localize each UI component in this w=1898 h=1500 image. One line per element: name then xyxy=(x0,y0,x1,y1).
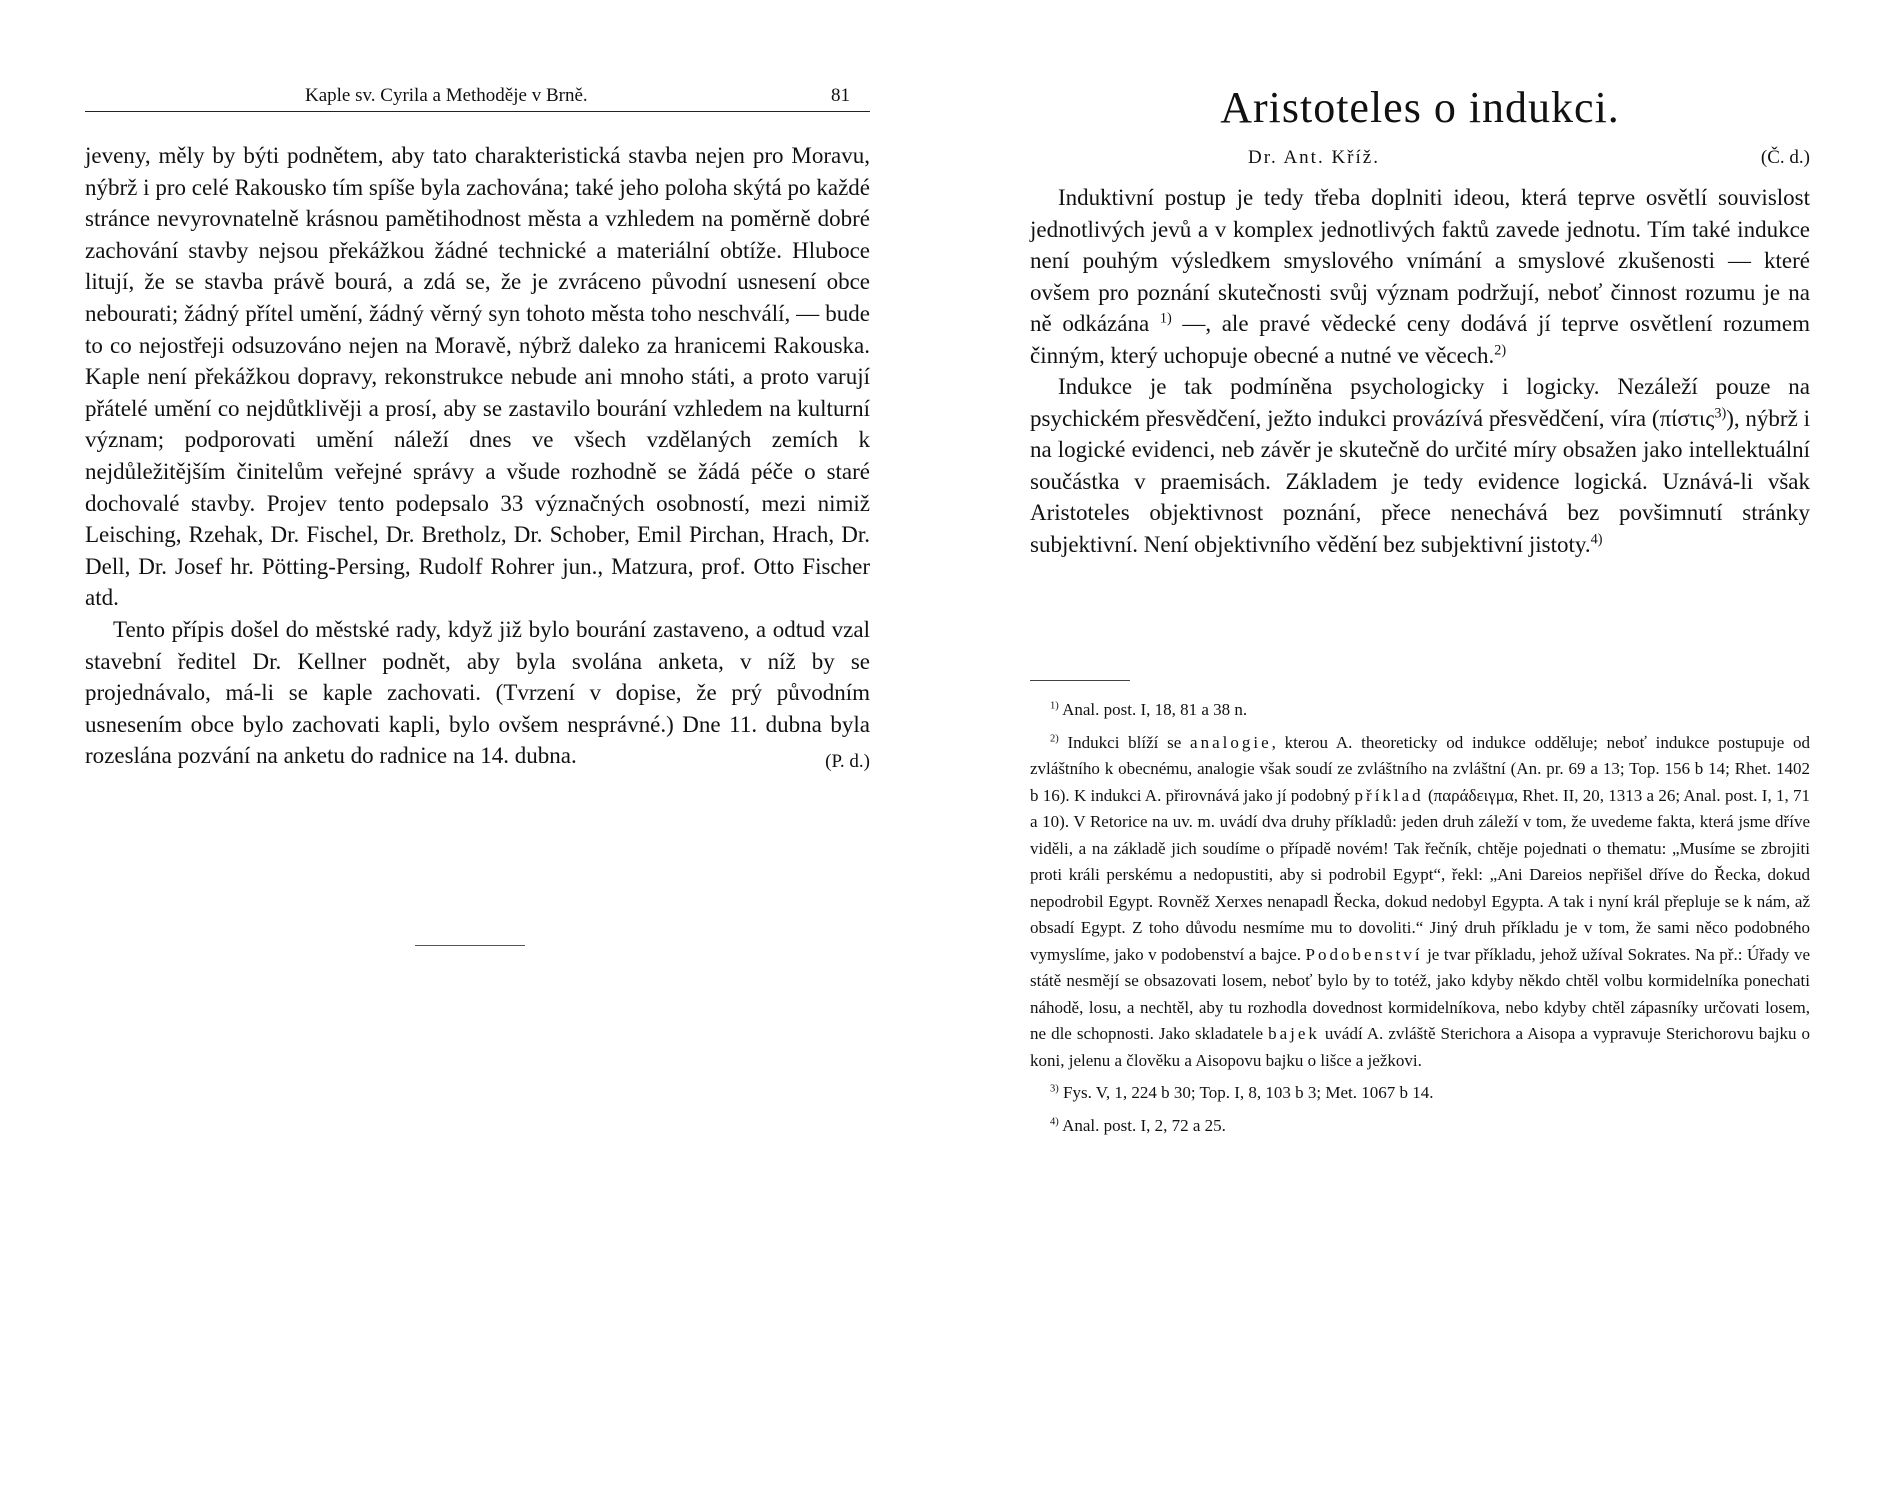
footnote-ref: 3) xyxy=(1714,404,1727,421)
footnote-mark: 1) xyxy=(1050,700,1059,712)
paragraph xyxy=(1030,371,1810,560)
emphasized-term: Podobenství xyxy=(1305,944,1423,964)
footnote-text: Indukci blíží se xyxy=(1067,732,1191,752)
footnote-text: Anal. post. I, 2, 72 a 25. xyxy=(1062,1115,1226,1135)
footnote-ref: 4) xyxy=(1590,530,1603,547)
left-body-text xyxy=(85,140,870,778)
footnote-mark: 4) xyxy=(1050,1115,1059,1127)
paragraph xyxy=(85,614,870,772)
footnote-text: Fys. V, 1, 224 b 30; Top. I, 8, 103 b 3; Met. 1067 b 14. xyxy=(1063,1083,1434,1102)
footnote xyxy=(1030,1113,1810,1140)
emphasized-term: bajek xyxy=(1268,1024,1320,1043)
paragraph-text: ), nýbrž i na logické evidenci, neb závěr je skutečně do určité míry obsažen jako intellektuální součástka v praemisách. Základem je tedy evidence logická. Uznává-li však Aristoteles objektivnost poznání, přece nenechává bez povšimnutí stránky subjektivní. Není objektivního vědění bez subjektivní jistoty. xyxy=(1030,405,1810,557)
greek-term: πίστις xyxy=(1659,405,1715,431)
emphasized-term: analogie xyxy=(1190,732,1272,752)
byline xyxy=(1030,147,1810,171)
article-title: Aristoteles o indukci. xyxy=(1220,83,1620,132)
paragraph: jeveny, měly by býti podnětem, aby tato charakteristická stavba nejen pro Moravu, nýbrž i pro celé Rakousko tím spíše byla zachována; také jeho poloha skýtá po každé stránce nevyrovnatelně krásnou pamětihodnost města a vzhledem na poměrně dobré zachování stavby nejsou překážkou žádné technické a materiální obtíže. Hluboce litují, že se stavba právě bourá, a zdá se, že je zvráceno původní usnesení obce nebourati; žádný přítel umění, žádný věrný syn tohoto města toho neschválí, — bude to co nejostřeji odsuzováno nejen na Moravě, nýbrž daleko za hranicemi Rakouska. Kaple není překážkou dopravy, rekonstrukce nebude ani mnoho státi, a proto varují přátelé umění co nejdůtklivěji a prosí, aby se zastavilo bourání vzhledem na kulturní význam; podporovati umění náleží dnes ve všech vzdělaných zemích k nejdůležitějším činitelům veřejné správy a všude rozhodně se žádá péče o staré dochovalé stavby. Projev tento podepsalo 33 význačných osobností, mezi nimiž Leisching, Rzehak, Dr. Fischel, Dr. Bretholz, Dr. Schober, Emil Pirchan, Hrach, Dr. Dell, Dr. Josef hr. Pötting-Persing, Rudolf Rohrer jun., Matzura, prof. Otto Fischer atd. xyxy=(85,143,870,611)
footnote-text: uvádí A. zvláště Sterichora a Aisopa a vypravuje Sterichorovu bajku o koni, jelenu a člověku a Aisopovu bajku o lišce a ježkovi. xyxy=(1030,1024,1810,1070)
footnote-text: Anal. post. I, 18, 81 a 38 n. xyxy=(1062,700,1248,719)
footnote-ref: 2) xyxy=(1494,341,1507,358)
footnote-text: je tvar příkladu, jehož užíval Sokrates. Na př.: Úřady ve státě nesmějí se obsazovati losem, neboť bylo by to totéž, jako kdyby někdo chtěl volbu kormidelníka ponechati náhodě, losu, a nechtěl, aby tu rozhodla dovednost kormidelníkova, nebo kdyby chtěl zápasníky určovati losem, ne dle schopnosti. Jako skladatele xyxy=(1030,944,1811,1043)
end-divider xyxy=(415,945,525,946)
footnote xyxy=(1030,1080,1810,1107)
page-number: 81 xyxy=(831,85,850,106)
footnote-rule xyxy=(1030,680,1130,681)
footnote-text: ( xyxy=(1423,785,1434,805)
right-body-text xyxy=(1030,182,1810,560)
running-title: Kaple sv. Cyrila a Methoděje v Brně. xyxy=(305,85,588,106)
paragraph-text: —, ale pravé vědecké ceny dodává jí teprve osvětlení rozumem činným, který uchopuje obecné a nutné ve věcech. xyxy=(1030,311,1810,368)
footnote-mark: 2) xyxy=(1050,732,1059,744)
greek-term: παράδειγμα xyxy=(1433,785,1514,805)
paragraph-text: Indukce je tak podmíněna psychologicky i logicky. Nezáleží pouze na psychickém přesvědčení, ježto indukci provázívá přesvědčení, víra ( xyxy=(1030,374,1810,431)
footnote xyxy=(1030,697,1810,724)
author: Dr. Ant. Kříž. xyxy=(1248,147,1380,168)
paragraph xyxy=(1030,182,1810,371)
footnote xyxy=(1030,730,1810,1075)
running-head xyxy=(85,85,870,112)
footnote-ref: 1) xyxy=(1159,310,1172,327)
footnote-text: , Rhet. II, 20, 1313 a 26; Anal. post. I, 1, 71 a 10). V Retorice na uv. m. uvádí dva druhy příkladů: jeden druh záleží v tom, že uvedeme fakta, která jsme dříve viděli, a na základě jich soudíme o případě novém! Tak řečník, chtěje pojednati o thematu: „Musíme se zbrojiti proti králi perskému a nedopustiti, aby si podrobil Egypt“, řekl: „Ani Dareios nepřišel dříve do Řecka, dokud nepodrobil Egypt. Rovněž Xerxes nenapadl Řecka, dokud nedobyl Egypta. A tak i nyní král přepluje se k nám, až obsadí Egypt. Z toho důvodu nesmíme mu to dovoliti.“ Jiný druh příkladu je v tom, že sami něco podobného vymyslíme, jako v podobenství a bajce. xyxy=(1030,785,1811,964)
paragraph-text: Induktivní postup je tedy třeba doplniti ideou, která teprve osvětlí souvislost jednotlivých jevů a v komplex jednotlivých faktů zavede jednotu. Tím také indukce není pouhým výsledkem smyslového vnímání a smyslové zkušenosti — které ovšem pro poznání skutečnosti svůj význam podržují, neboť činnost rozumu je na ně odkázána xyxy=(1030,185,1810,336)
signature: (P. d.) xyxy=(825,751,870,773)
footnote-text: , kterou A. theoreticky od indukce odděluje; neboť indukce postupuje od zvláštního k obecnému, analogie však soudí ze zvláštního na zvláštní (An. pr. 69 a 13; Top. 156 b 14; Rhet. 1402 b 16). K indukci A. přirovnává jako jí podobný xyxy=(1030,732,1810,805)
emphasized-term: příklad xyxy=(1354,785,1424,805)
footnotes xyxy=(1030,697,1810,1145)
paragraph-text: Tento přípis došel do městské rady, když již bylo bourání zastaveno, a odtud vzal stavební ředitel Dr. Kellner podnět, aby byla svolána anketa, v níž by se projednávalo, má-li se kaple zachovati. (Tvrzení v dopise, že prý původním usnesením obce bylo zachovati kapli, bylo ovšem nesprávné.) Dne 11. dubna byla rozeslána pozvání na anketu do radnice na 14. dubna. xyxy=(85,616,870,769)
footnote-mark: 3) xyxy=(1050,1083,1059,1095)
continuation-note: (Č. d.) xyxy=(1760,147,1810,168)
